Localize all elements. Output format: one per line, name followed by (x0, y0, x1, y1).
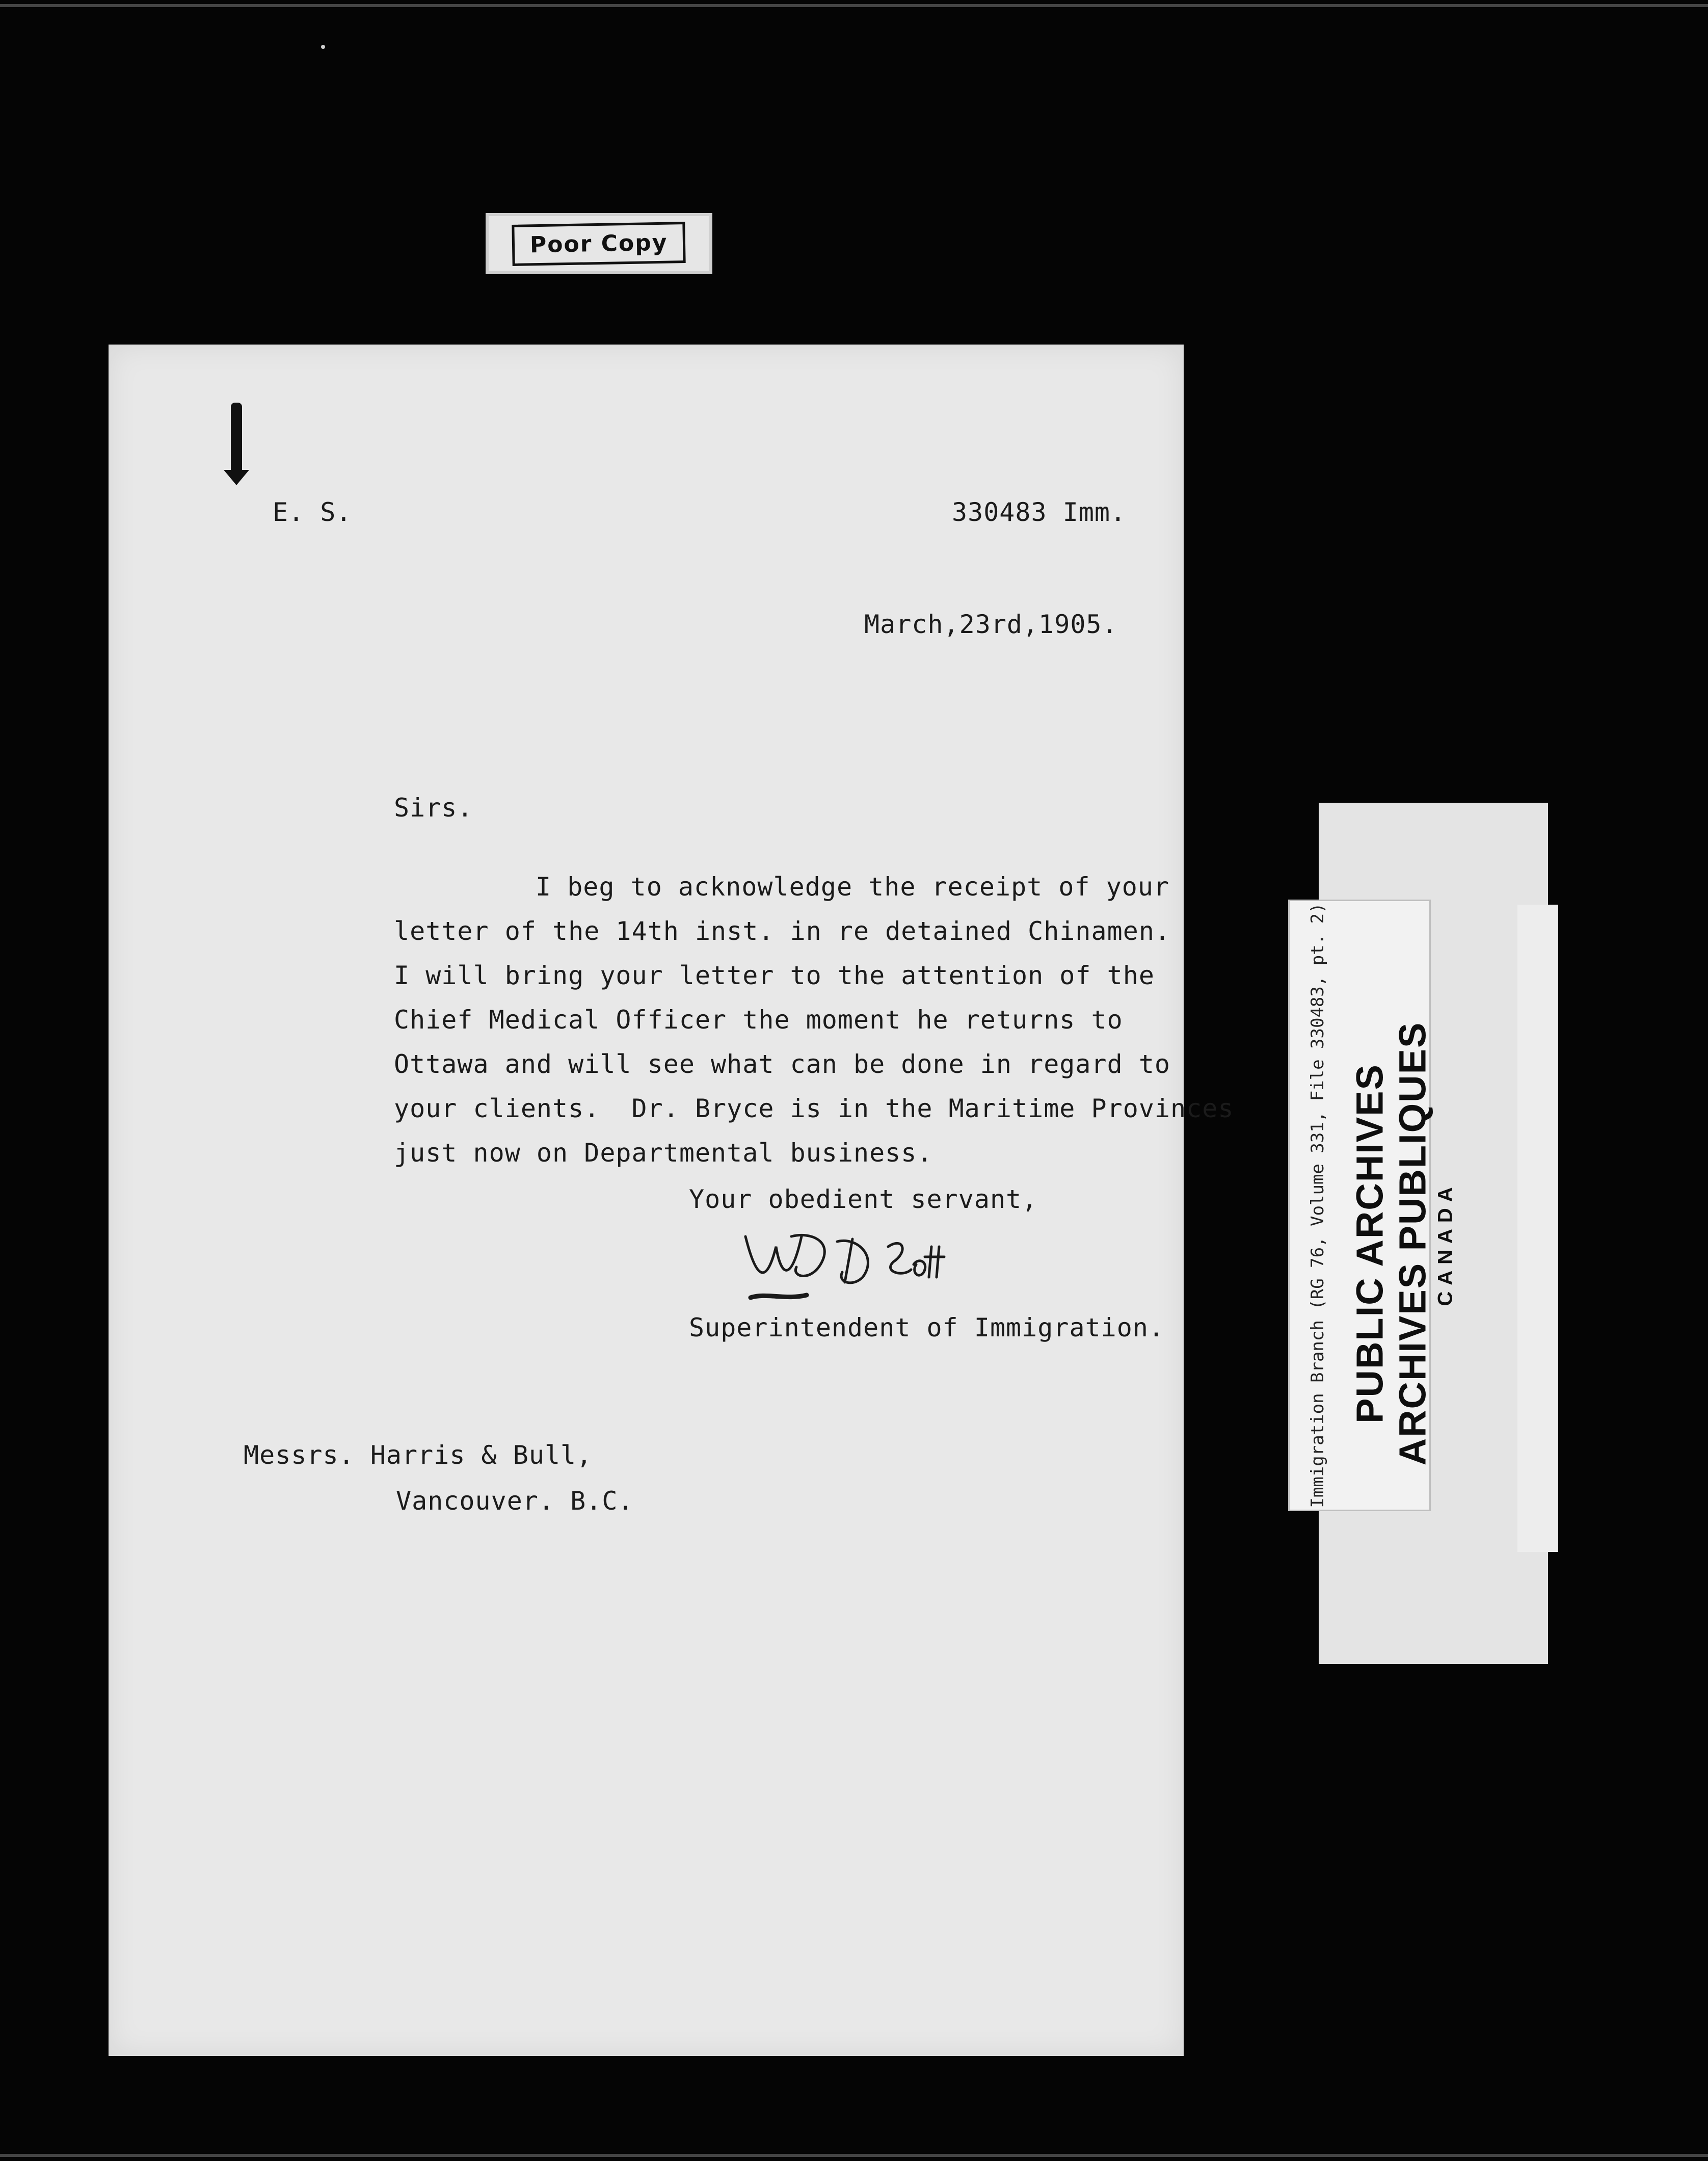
body-line: I will bring your letter to the attention of the (394, 961, 1155, 990)
film-edge-top (0, 4, 1708, 7)
archives-line-2: ARCHIVES PUBLIQUES (1391, 1021, 1434, 1466)
archives-strip-edge (1517, 905, 1558, 1552)
body-line: letter of the 14th inst. in re detained Chinamen. (394, 916, 1171, 946)
body-line: your clients. Dr. Bryce is in the Maritime Provinces (394, 1094, 1234, 1123)
film-edge-bottom (0, 2154, 1708, 2157)
archives-caption: Immigration Branch (RG 76, Volume 331, File 330483, pt. 2) (1307, 903, 1328, 1508)
film-speck (321, 45, 325, 49)
body-line: Ottawa and will see what can be done in regard to (394, 1049, 1171, 1079)
body-line: I beg to acknowledge the receipt of your (536, 872, 1170, 902)
poor-copy-label (486, 213, 712, 274)
letter-date: March,23rd,1905. (864, 610, 1118, 639)
signatory-title: Superintendent of Immigration. (689, 1313, 1165, 1342)
letter-initials: E. S. (273, 497, 352, 527)
archives-line-3: CANADA (1434, 1181, 1457, 1306)
salutation: Sirs. (394, 793, 473, 823)
signature-icon (735, 1216, 970, 1308)
archives-line-1: PUBLIC ARCHIVES (1348, 1064, 1391, 1424)
poor-copy-stamp: Poor Copy (512, 222, 686, 266)
body-line: just now on Departmental business. (394, 1138, 933, 1168)
closing: Your obedient servant, (689, 1184, 1038, 1214)
archives-label (1288, 803, 1558, 1664)
body-line: Chief Medical Officer the moment he returns to (394, 1005, 1123, 1035)
file-number: 330483 Imm. (952, 497, 1127, 527)
letter-page (109, 345, 1234, 2056)
addressee-location: Vancouver. B.C. (396, 1486, 634, 1516)
addressee-name: Messrs. Harris & Bull, (244, 1440, 593, 1470)
archives-stamp (1349, 1022, 1457, 1466)
tab-marker-icon (231, 403, 242, 474)
